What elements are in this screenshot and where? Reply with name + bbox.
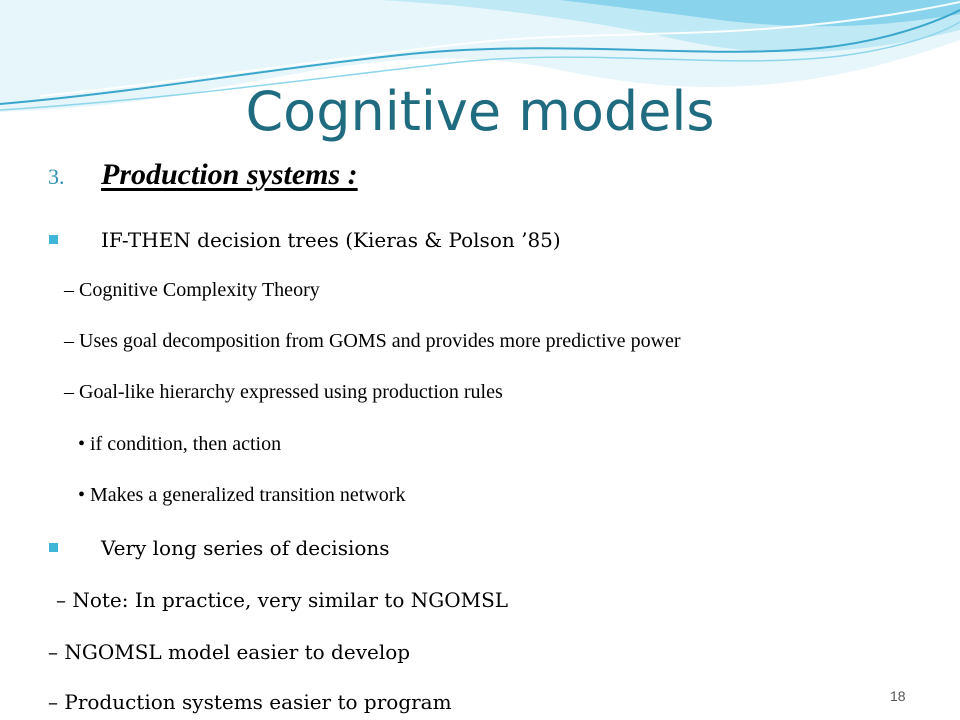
sub-item-ngomsl-easier: – NGOMSL model easier to develop (48, 640, 411, 664)
section-heading: Production systems : (101, 158, 358, 191)
bullet-if-then: IF-THEN decision trees (Kieras & Polson ’85) (101, 228, 561, 252)
note-item: – Note: In practice, very similar to NGOMSL (56, 588, 509, 612)
sub-item-goal-decomposition: – Uses goal decomposition from GOMS and provides more predictive power (64, 330, 681, 352)
bullet-square-icon (49, 543, 58, 552)
bullet-square-icon (49, 235, 58, 244)
sub-item-goal-hierarchy: – Goal-like hierarchy expressed using production rules (64, 381, 503, 403)
slide-title: Cognitive models (245, 80, 715, 143)
dot-item-transition-network: • Makes a generalized transition network (78, 484, 406, 506)
sub-item-production-easier: – Production systems easier to program (48, 690, 452, 714)
section-number: 3. (48, 164, 65, 189)
sub-item-cognitive-complexity: – Cognitive Complexity Theory (64, 279, 320, 301)
bullet-long-series: Very long series of decisions (101, 536, 390, 560)
page-number: 18 (890, 688, 906, 704)
dot-item-condition-action: • if condition, then action (78, 433, 282, 455)
